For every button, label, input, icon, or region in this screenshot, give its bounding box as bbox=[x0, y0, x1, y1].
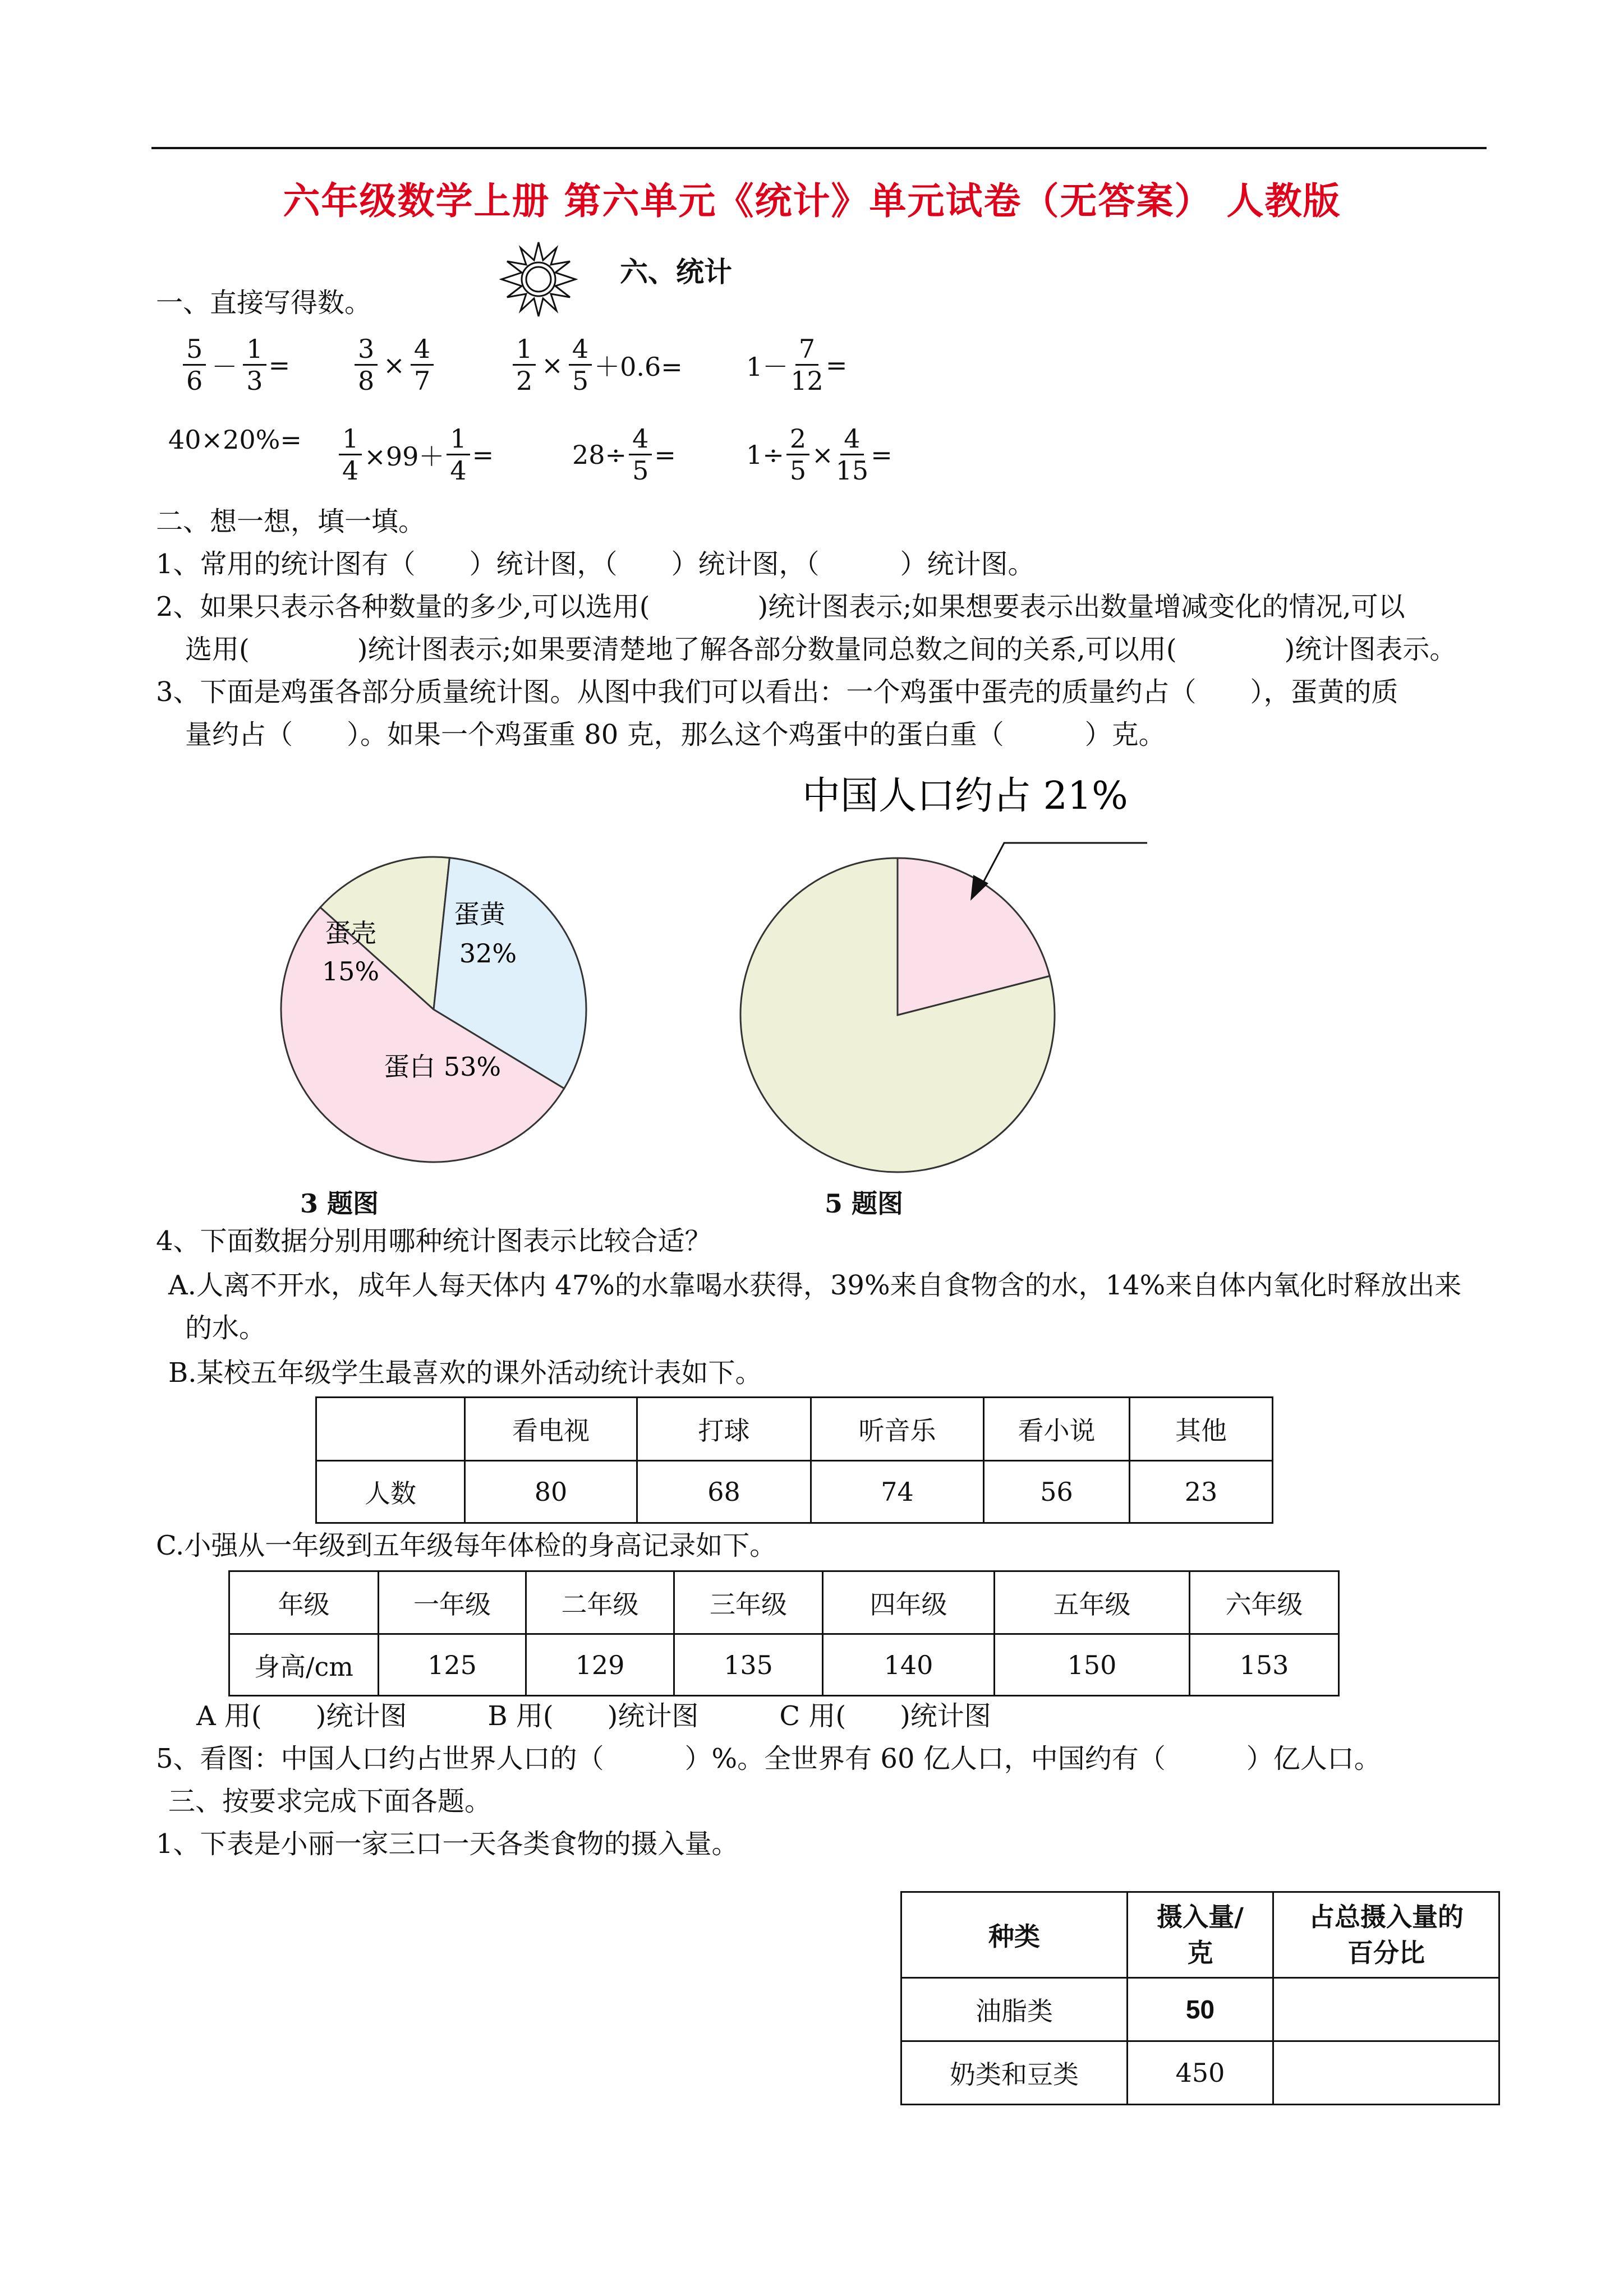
food-header-percent: 占总摄入量的 百分比 bbox=[1273, 1892, 1499, 1978]
section1-heading: 一、直接写得数。 bbox=[156, 287, 372, 319]
activity-header: 听音乐 bbox=[811, 1398, 984, 1461]
sun-icon bbox=[499, 240, 578, 319]
height-header: 年级 bbox=[229, 1571, 379, 1634]
page-title: 六年级数学上册 第六单元《统计》单元试卷（无答案） 人教版 bbox=[283, 179, 1341, 223]
height-header: 六年级 bbox=[1190, 1571, 1339, 1634]
top-rule bbox=[151, 147, 1487, 149]
egg-label-white: 蛋白 bbox=[384, 1052, 435, 1082]
expr-2: $\frac{3}{8}$ × $\frac{4}{7}$ bbox=[352, 334, 436, 396]
question-2-2-line2: 选用( )统计图表示;如果要清楚地了解各部分数量同总数之间的关系,可以用( )统计图表示。 bbox=[185, 634, 1457, 665]
question-2-1: 1、常用的统计图有（ ）统计图，（ ）统计图，（ ）统计图。 bbox=[156, 548, 1035, 580]
expr-7: 28÷ $\frac{4}{5}$ = bbox=[572, 423, 676, 486]
egg-value-yolk: 32% bbox=[459, 938, 517, 969]
annotation-leader bbox=[979, 843, 1147, 891]
food-kind: 油脂类 bbox=[901, 1978, 1128, 2041]
height-header: 二年级 bbox=[526, 1571, 674, 1634]
egg-label-shell: 蛋壳 bbox=[325, 918, 376, 948]
height-header: 五年级 bbox=[995, 1571, 1190, 1634]
expr-4: 1－ $\frac{7}{12}$ = bbox=[746, 334, 848, 396]
height-header: 三年级 bbox=[674, 1571, 823, 1634]
chart-caption-5: 5 题图 bbox=[825, 1188, 904, 1219]
expr-3: $\frac{1}{2}$ × $\frac{4}{5}$ ＋0.6= bbox=[510, 334, 683, 396]
question-2-2-line1: 2、如果只表示各种数量的多少,可以选用( )统计图表示;如果想要表示出数量增减变化的情况,可以 bbox=[156, 591, 1405, 623]
activity-header: 看电视 bbox=[465, 1398, 637, 1461]
egg-label-yolk: 蛋黄 bbox=[454, 899, 505, 929]
activity-cell: 68 bbox=[637, 1461, 811, 1523]
question-2-3-line2: 量约占（ ）。如果一个鸡蛋重 80 克，那么这个鸡蛋中的蛋白重（ ）克。 bbox=[185, 719, 1166, 750]
question-4-heading: 4、下面数据分别用哪种统计图表示比较合适？ bbox=[156, 1225, 712, 1257]
question-4-answers: A 用( )统计图 B 用( )统计图 C 用( )统计图 bbox=[196, 1700, 991, 1732]
population-annotation: 中国人口约占 21% bbox=[802, 774, 1128, 818]
expr-1: $\frac{5}{6}$ － $\frac{1}{3}$ = bbox=[181, 334, 290, 396]
height-header: 一年级 bbox=[379, 1571, 526, 1634]
question-5: 5、看图：中国人口约占世界人口的（ ）%。全世界有 60 亿人口，中国约有（ ）亿人口。 bbox=[156, 1743, 1381, 1774]
question-4b-intro: B.某校五年级学生最喜欢的课外活动统计表如下。 bbox=[168, 1357, 762, 1389]
food-percent bbox=[1273, 1978, 1499, 2041]
section3-heading: 三、按要求完成下面各题。 bbox=[168, 1786, 492, 1817]
food-kind: 奶类和豆类 bbox=[901, 2041, 1128, 2105]
height-row-label: 身高/cm bbox=[229, 1634, 379, 1696]
height-header: 四年级 bbox=[823, 1571, 995, 1634]
question-2-3-line1: 3、下面是鸡蛋各部分质量统计图。从图中我们可以看出：一个鸡蛋中蛋壳的质量约占（ ），蛋黄的质 bbox=[156, 676, 1398, 708]
question-4a-line1: A.人离不开水，成年人每天体内 47%的水靠喝水获得，39%来自食物含的水，14%来自体内氧化时释放出来 bbox=[168, 1270, 1462, 1301]
activity-cell: 74 bbox=[811, 1461, 984, 1523]
height-cell: 135 bbox=[674, 1634, 823, 1696]
expr-8: 1÷ $\frac{2}{5}$ × $\frac{4}{15}$ = bbox=[746, 423, 892, 486]
height-table bbox=[228, 1570, 1340, 1696]
activity-header: 其他 bbox=[1130, 1398, 1273, 1461]
chart-caption-3: 3 题图 bbox=[300, 1188, 379, 1219]
expr-6: $\frac{1}{4}$ ×99＋ $\frac{1}{4}$ = bbox=[337, 423, 494, 486]
egg-pie-chart bbox=[269, 841, 802, 1189]
food-amount: 50 bbox=[1128, 1978, 1273, 2041]
question-4c-intro: C.小强从一年级到五年级每年体检的身高记录如下。 bbox=[156, 1530, 777, 1561]
activity-header-empty bbox=[316, 1398, 465, 1461]
egg-value-shell: 15% bbox=[321, 956, 380, 986]
food-percent bbox=[1273, 2041, 1499, 2105]
question-3-1: 1、下表是小丽一家三口一天各类食物的摄入量。 bbox=[156, 1828, 739, 1860]
height-cell: 125 bbox=[379, 1634, 526, 1696]
food-header-amount: 摄入量/ 克 bbox=[1128, 1892, 1273, 1978]
question-4a-line2: 的水。 bbox=[185, 1312, 266, 1344]
section-subtitle: 六、统计 bbox=[620, 255, 732, 288]
activity-cell: 80 bbox=[465, 1461, 637, 1523]
activity-header: 打球 bbox=[637, 1398, 811, 1461]
height-cell: 129 bbox=[526, 1634, 674, 1696]
food-header-kind: 种类 bbox=[901, 1892, 1128, 1978]
height-cell: 140 bbox=[823, 1634, 995, 1696]
food-intake-table bbox=[900, 1891, 1500, 2105]
expr-5: 40×20%= bbox=[168, 425, 302, 455]
activity-header: 看小说 bbox=[984, 1398, 1130, 1461]
section2-heading: 二、想一想，填一填。 bbox=[156, 506, 426, 537]
height-cell: 153 bbox=[1190, 1634, 1339, 1696]
height-cell: 150 bbox=[995, 1634, 1190, 1696]
egg-value-white: 53% bbox=[443, 1052, 502, 1082]
activity-cell: 23 bbox=[1130, 1461, 1273, 1523]
population-pie-chart bbox=[729, 768, 1212, 1189]
activity-table bbox=[315, 1396, 1273, 1524]
activity-cell: 56 bbox=[984, 1461, 1130, 1523]
activity-row-label: 人数 bbox=[316, 1461, 465, 1523]
food-amount: 450 bbox=[1128, 2041, 1273, 2105]
